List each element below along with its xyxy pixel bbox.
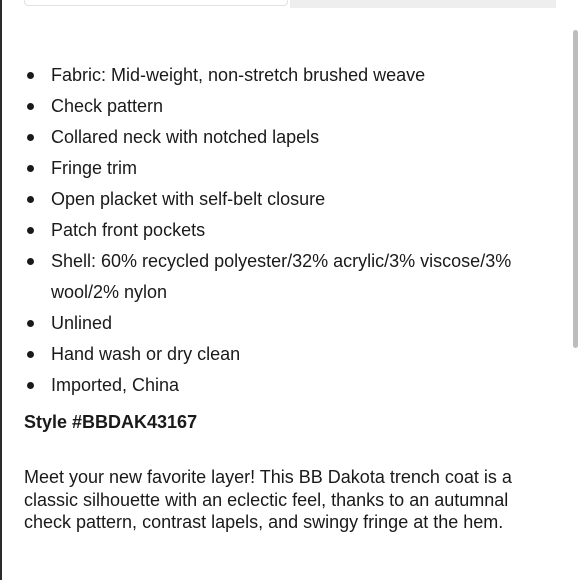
bullet-icon [27,134,34,141]
list-item-text: Open placket with self-belt closure [51,189,326,209]
bullet-icon [27,227,34,234]
bullet-icon [27,103,34,110]
style-number: Style #BBDAK43167 [24,412,198,432]
product-details [24,60,544,552]
list-item-text: Shell: 60% recycled polyester/32% acrylic/3% viscose/3% wool/2% nylon [51,251,512,302]
bullet-icon [27,320,34,327]
list-item-text: Collared neck with notched lapels [51,127,320,147]
list-item-text: Patch front pockets [51,220,206,240]
list-item [24,60,544,91]
list-item [24,153,544,184]
tab-active[interactable] [24,0,288,6]
list-item-text: Unlined [51,313,113,333]
list-item [24,122,544,153]
list-item-text: Fabric: Mid-weight, non-stretch brushed weave [51,65,426,85]
vertical-scrollbar[interactable] [573,30,578,348]
tab-inactive[interactable] [290,0,556,8]
window-left-edge [0,0,2,580]
bullet-icon [27,196,34,203]
list-item [24,370,544,401]
list-item [24,215,544,246]
list-item-text: Fringe trim [51,158,138,178]
tab-bar [24,0,556,10]
list-item [24,184,544,215]
bullet-icon [27,165,34,172]
bullet-icon [27,351,34,358]
list-item [24,308,544,339]
bullet-icon [27,72,34,79]
list-item [24,246,544,308]
product-description: Meet your new favorite layer! This BB Dakota trench coat is a classic silhouette with an eclectic feel, thanks to an autumnal check pattern, contrast lapels, and swingy fringe at the hem. [24,467,512,532]
list-item-text: Imported, China [51,375,180,395]
bullet-icon [27,258,34,265]
list-item [24,339,544,370]
list-item-text: Check pattern [51,96,164,116]
list-item-text: Hand wash or dry clean [51,344,241,364]
bullet-icon [27,382,34,389]
feature-list [24,60,544,401]
list-item [24,91,544,122]
